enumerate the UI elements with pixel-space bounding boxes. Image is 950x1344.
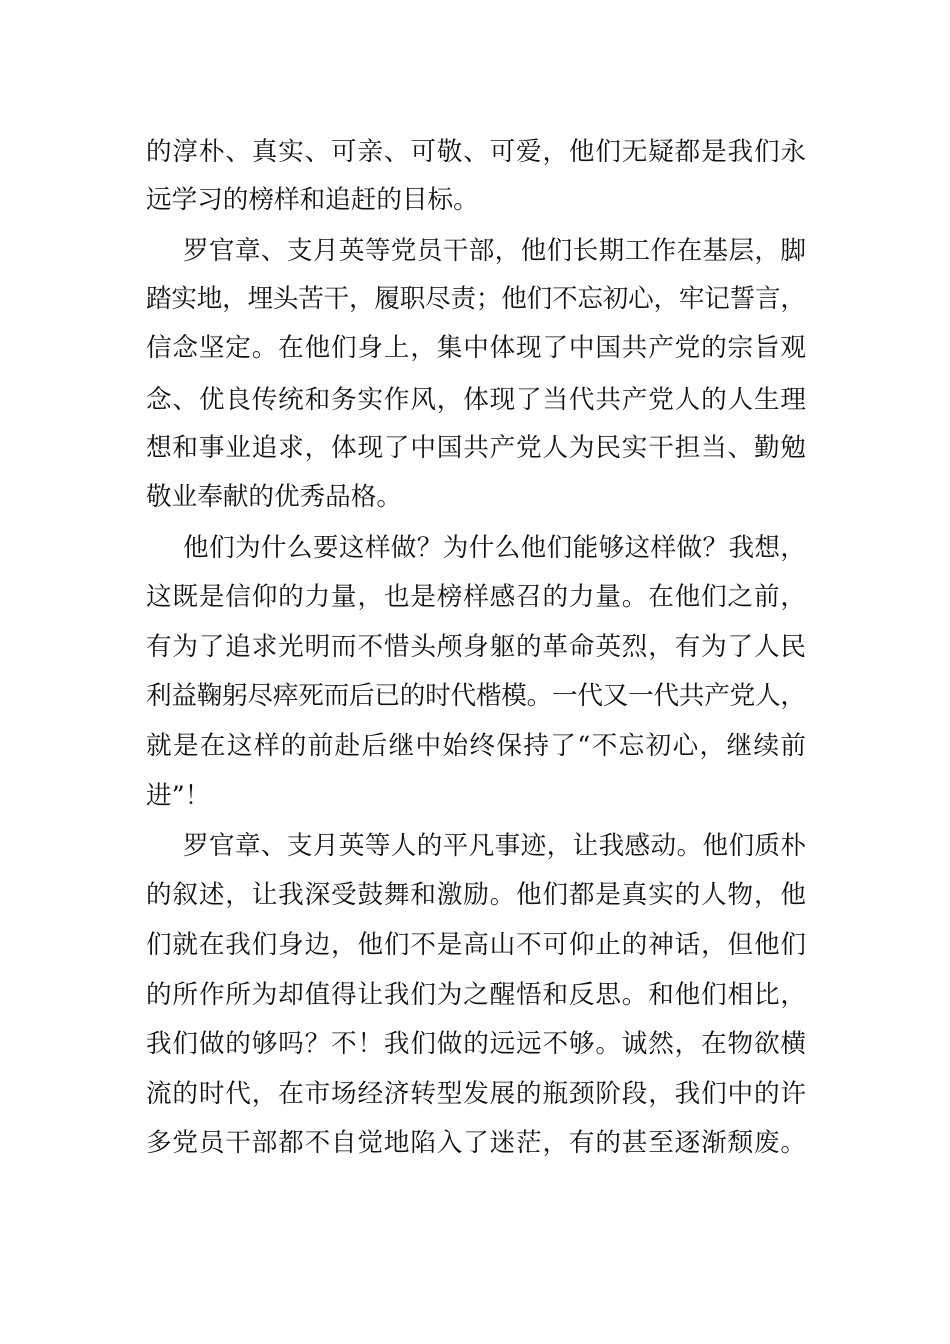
text-line: 进”！ [146, 781, 211, 811]
text-line: 踏实地，埋头苦干，履职尽责；他们不忘初心，牢记誓言， [146, 284, 806, 314]
text-line: 我们做的够吗？不！我们做的远远不够。诚然，在物欲横 [146, 1029, 807, 1059]
text-line: 想和事业追求，体现了中国共产党人为民实干担当、勤勉 [146, 433, 807, 463]
text-line: 多党员干部都不自觉地陷入了迷茫，有的甚至逐渐颓废。 [146, 1128, 807, 1158]
text-line: 利益鞠躬尽瘁死而后已的时代楷模。一代又一代共产党人， [146, 681, 806, 711]
text-line: 有为了追求光明而不惜头颅身躯的革命英烈，有为了人民 [146, 632, 807, 662]
text-line: 的淳朴、真实、可亲、可敬、可爱，他们无疑都是我们永 [146, 137, 807, 167]
text-line: 的所作所为却值得让我们为之醒悟和反思。和他们相比， [146, 980, 807, 1010]
text-line: 们就在我们身边，他们不是高山不可仰止的神话，但他们 [146, 930, 807, 960]
text-line: 罗官章、支月英等人的平凡事迹，让我感动。他们质朴 [183, 831, 807, 861]
text-line: 信念坚定。在他们身上，集中体现了中国共产党的宗旨观 [146, 333, 807, 363]
text-line: 罗官章、支月英等党员干部，他们长期工作在基层，脚 [183, 236, 807, 266]
text-line: 敬业奉献的优秀品格。 [146, 482, 402, 512]
text-line: 流的时代，在市场经济转型发展的瓶颈阶段，我们中的许 [146, 1079, 807, 1109]
text-line: 的叙述，让我深受鼓舞和激励。他们都是真实的人物，他 [146, 880, 807, 910]
text-line: 就是在这样的前赴后继中始终保持了“不忘初心，继续前 [146, 731, 808, 761]
text-line: 他们为什么要这样做？为什么他们能够这样做？我想， [183, 533, 807, 563]
text-line: 念、优良传统和务实作风，体现了当代共产党人的人生理 [146, 385, 807, 415]
text-line: 远学习的榜样和追赶的目标。 [146, 185, 479, 215]
text-line: 这既是信仰的力量，也是榜样感召的力量。在他们之前， [146, 582, 807, 612]
